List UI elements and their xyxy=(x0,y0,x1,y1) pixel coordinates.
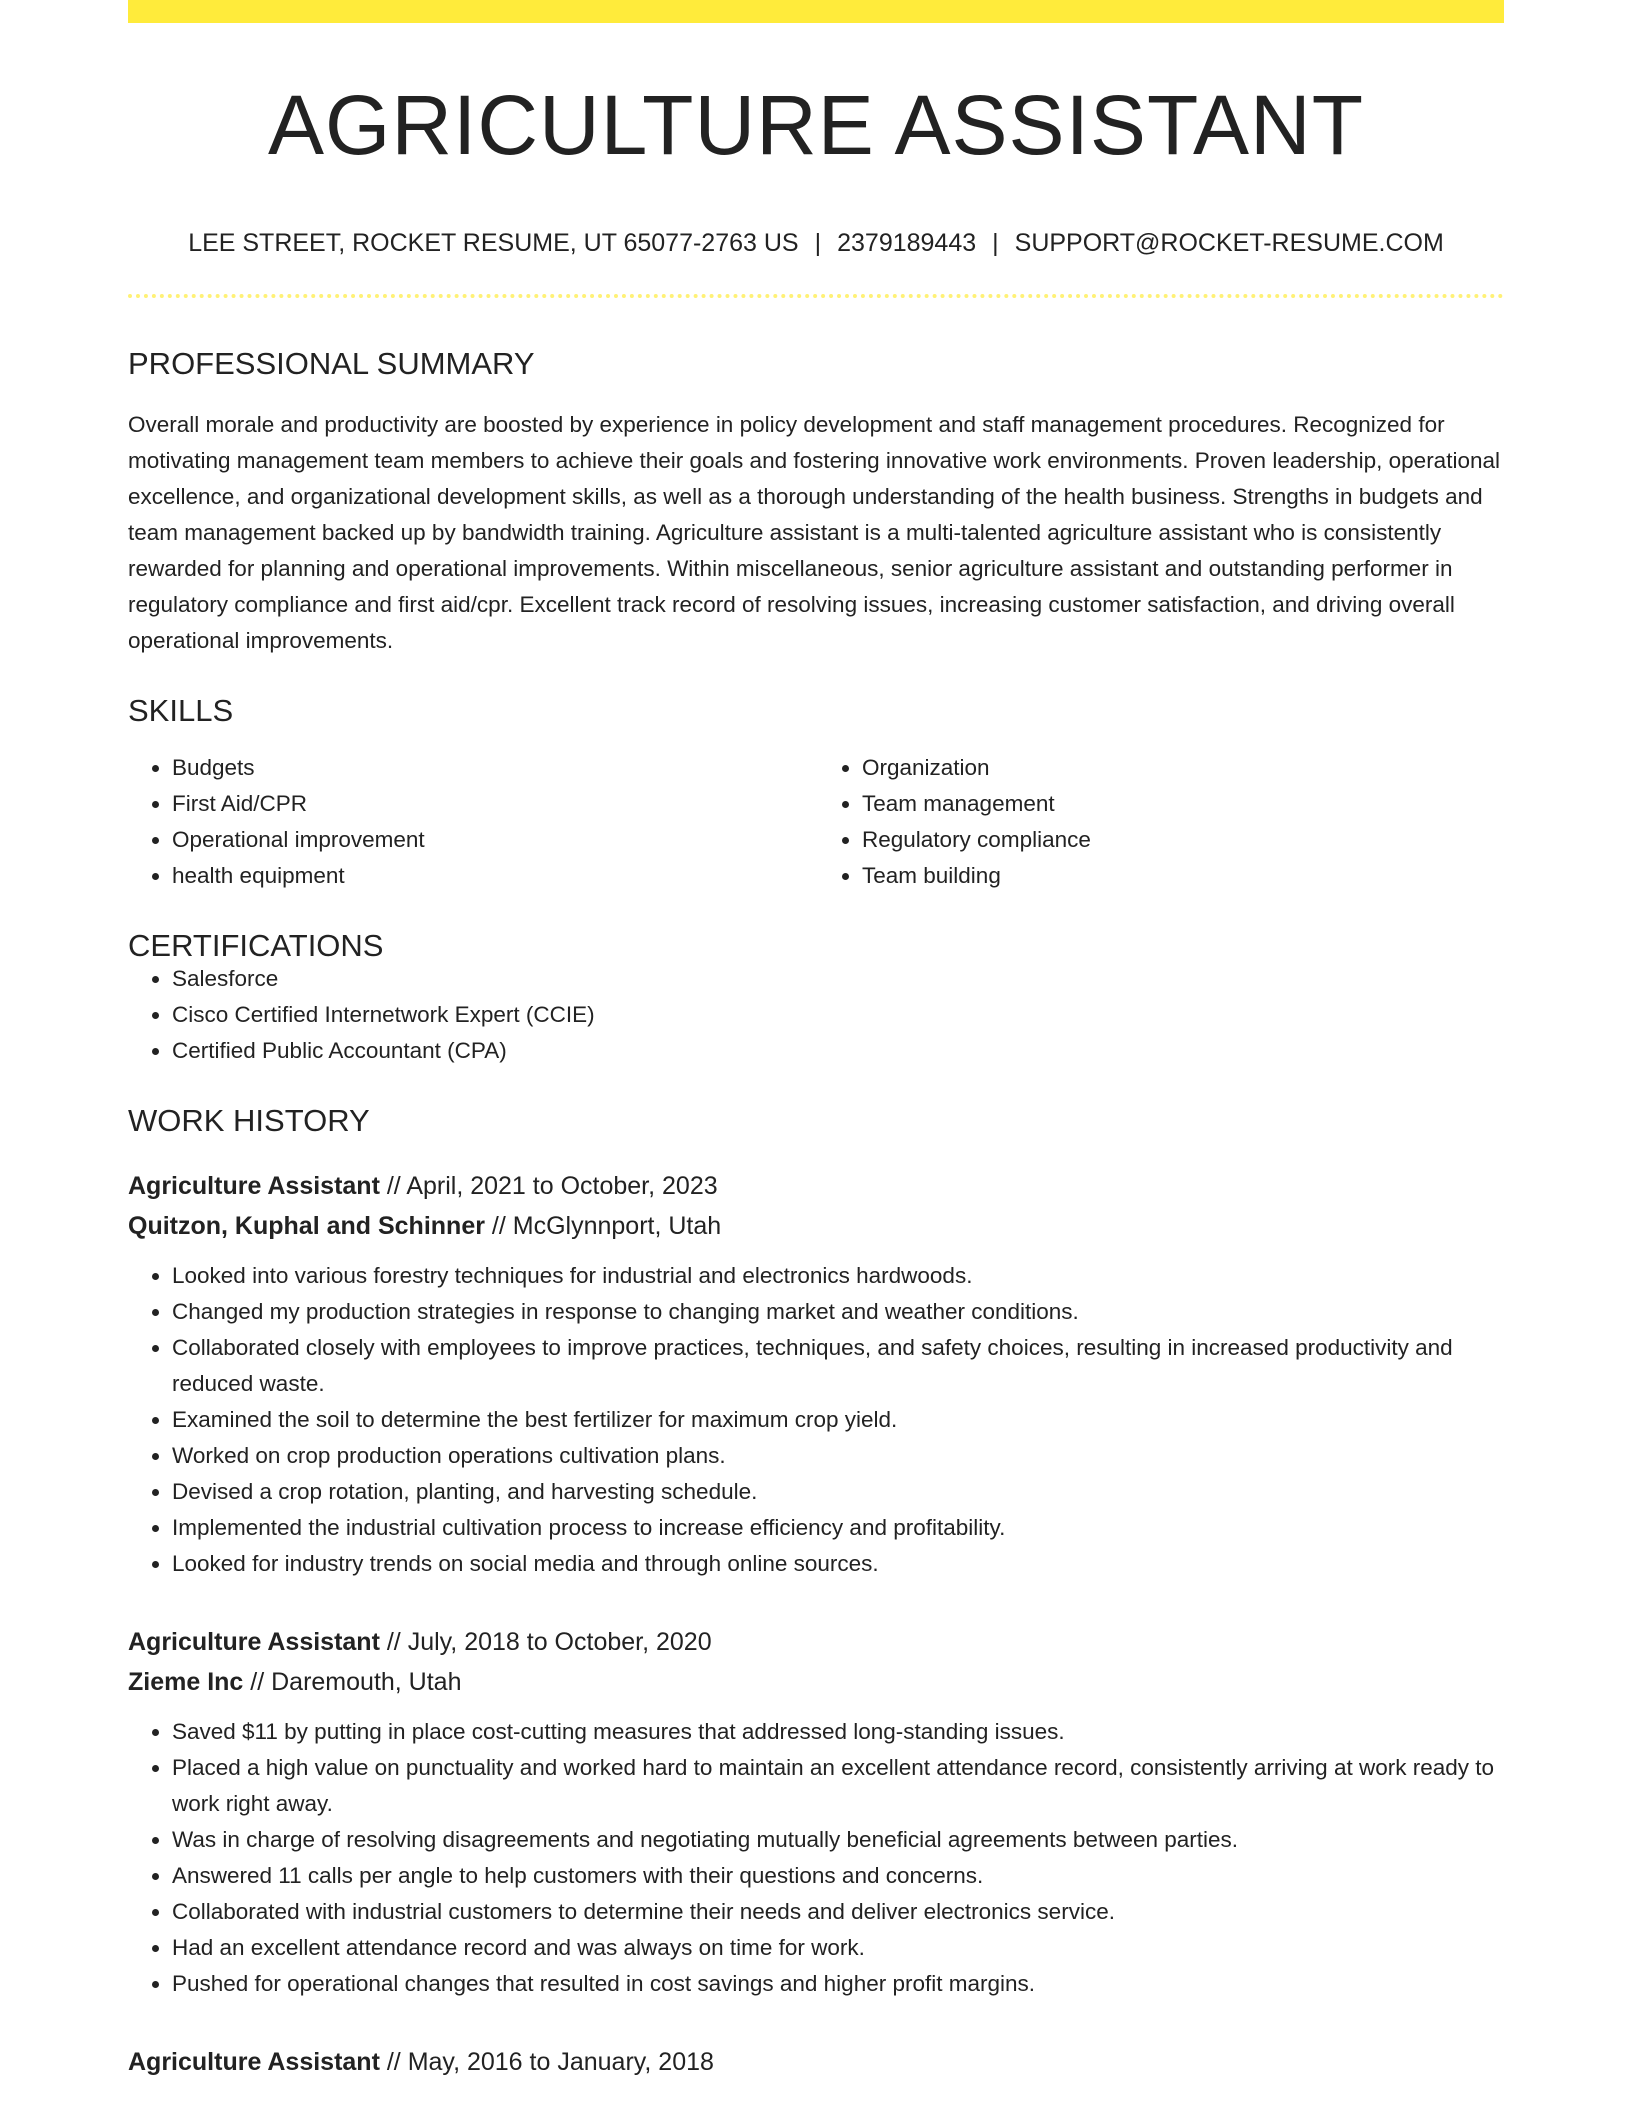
job-entry xyxy=(128,2042,1504,2082)
job-delimiter: // xyxy=(243,1668,272,1696)
skill-item: • Regulatory compliance xyxy=(862,822,1496,858)
job-duty: • Answered 11 calls per angle to help customers with their questions and concerns. xyxy=(172,1858,1504,1894)
job-title-line xyxy=(128,1166,1504,1206)
certification-item: • Cisco Certified Internetwork Expert (CCIE) xyxy=(172,997,1504,1033)
certifications-heading: CERTIFICATIONS xyxy=(128,928,384,963)
candidate-name: AGRICULTURE ASSISTANT xyxy=(267,78,1365,172)
contact-line xyxy=(128,231,1504,256)
job-duty: • Was in charge of resolving disagreements and negotiating mutually beneficial agreements between parties. xyxy=(172,1822,1504,1858)
contact-address: LEE STREET, ROCKET RESUME, UT 65077-2763 US xyxy=(188,229,799,257)
skills-right-list xyxy=(806,750,1496,894)
job-dates: May, 2016 to January, 2018 xyxy=(407,2048,714,2076)
certification-item: • Salesforce xyxy=(172,961,1504,997)
skill-item: • health equipment xyxy=(172,858,806,894)
job-duties-list xyxy=(128,1714,1504,2002)
skills-heading: SKILLS xyxy=(128,693,234,728)
job-role: Agriculture Assistant xyxy=(128,2048,380,2076)
skill-item: • Organization xyxy=(862,750,1496,786)
summary-text: Overall morale and productivity are boosted by experience in policy development and staff management procedures. Recognized for motivating management team members to achieve their goals and fostering innovative work environments. Proven leadership, operational excellence, and organizational development skills, as well as a thorough understanding of the health business. Strengths in budgets and team management backed up by bandwidth training. Agriculture assistant is a multi-talented agriculture assistant who is consistently rewarded for planning and operational improvements. Within miscellaneous, senior agriculture assistant and outstanding performer in regulatory compliance and first aid/cpr. Excellent track record of resolving issues, increasing customer satisfaction, and driving overall operational improvements. xyxy=(128,412,1500,653)
job-title-line xyxy=(128,1622,1504,1662)
skills-left-list xyxy=(128,750,806,894)
certification-item: • Certified Public Accountant (CPA) xyxy=(172,1033,1504,1069)
job-duty: • Collaborated closely with employees to improve practices, techniques, and safety choices, resulting in increased productivity and reduced waste. xyxy=(172,1330,1504,1402)
job-duty: • Changed my production strategies in response to changing market and weather conditions. xyxy=(172,1294,1504,1330)
summary-heading: PROFESSIONAL SUMMARY xyxy=(128,346,535,381)
work-history-heading: WORK HISTORY xyxy=(128,1103,370,1138)
job-company-line xyxy=(128,1662,1504,1702)
job-location: Daremouth, Utah xyxy=(271,1668,462,1696)
job-dates: April, 2021 to October, 2023 xyxy=(406,1172,718,1200)
job-duty: • Pushed for operational changes that resulted in cost savings and higher profit margins. xyxy=(172,1966,1504,2002)
job-duty: • Examined the soil to determine the best fertilizer for maximum crop yield. xyxy=(172,1402,1504,1438)
job-duty: • Devised a crop rotation, planting, and harvesting schedule. xyxy=(172,1474,1504,1510)
job-duty: • Looked for industry trends on social media and through online sources. xyxy=(172,1546,1504,1582)
skill-item: • First Aid/CPR xyxy=(172,786,806,822)
job-duty: • Collaborated with industrial customers to determine their needs and deliver electronics service. xyxy=(172,1894,1504,1930)
skills-columns xyxy=(128,750,1504,894)
job-role: Agriculture Assistant xyxy=(128,1628,380,1656)
job-dates: July, 2018 to October, 2020 xyxy=(407,1628,712,1656)
accent-bar xyxy=(128,0,1504,23)
job-delimiter: // xyxy=(484,1212,513,1240)
job-location: McGlynnport, Utah xyxy=(512,1212,722,1240)
certifications-list xyxy=(128,961,1504,1069)
job-duty: • Worked on crop production operations cultivation plans. xyxy=(172,1438,1504,1474)
job-duty: • Had an excellent attendance record and was always on time for work. xyxy=(172,1930,1504,1966)
skill-item: • Team building xyxy=(862,858,1496,894)
contact-separator: | xyxy=(992,229,999,257)
job-duty: • Looked into various forestry techniques for industrial and electronics hardwoods. xyxy=(172,1258,1504,1294)
job-company: Zieme Inc xyxy=(128,1668,244,1696)
skill-item: • Budgets xyxy=(172,750,806,786)
job-title-line xyxy=(128,2042,1504,2082)
contact-separator: | xyxy=(814,229,822,257)
contact-email: SUPPORT@ROCKET-RESUME.COM xyxy=(1014,229,1444,257)
job-entry xyxy=(128,1622,1504,2002)
job-duty: • Placed a high value on punctuality and worked hard to maintain an excellent attendance record, consistently arriving at work ready to work right away. xyxy=(172,1750,1504,1822)
job-duty: • Implemented the industrial cultivation process to increase efficiency and profitability. xyxy=(172,1510,1504,1546)
job-company: Quitzon, Kuphal and Schinner xyxy=(128,1212,485,1240)
job-delimiter: // xyxy=(379,1628,408,1656)
dotted-divider xyxy=(128,294,1504,298)
resume-page xyxy=(128,0,1504,2082)
job-duties-list xyxy=(128,1258,1504,1582)
job-duty: • Saved $11 by putting in place cost-cutting measures that addressed long-standing issues. xyxy=(172,1714,1504,1750)
job-role: Agriculture Assistant xyxy=(128,1172,380,1200)
job-delimiter: // xyxy=(379,1172,407,1200)
job-entry xyxy=(128,1166,1504,1582)
contact-phone: 2379189443 xyxy=(837,229,977,257)
skill-item: • Operational improvement xyxy=(172,822,806,858)
job-company-line xyxy=(128,1206,1504,1246)
job-delimiter: // xyxy=(379,2048,408,2076)
skill-item: • Team management xyxy=(862,786,1496,822)
